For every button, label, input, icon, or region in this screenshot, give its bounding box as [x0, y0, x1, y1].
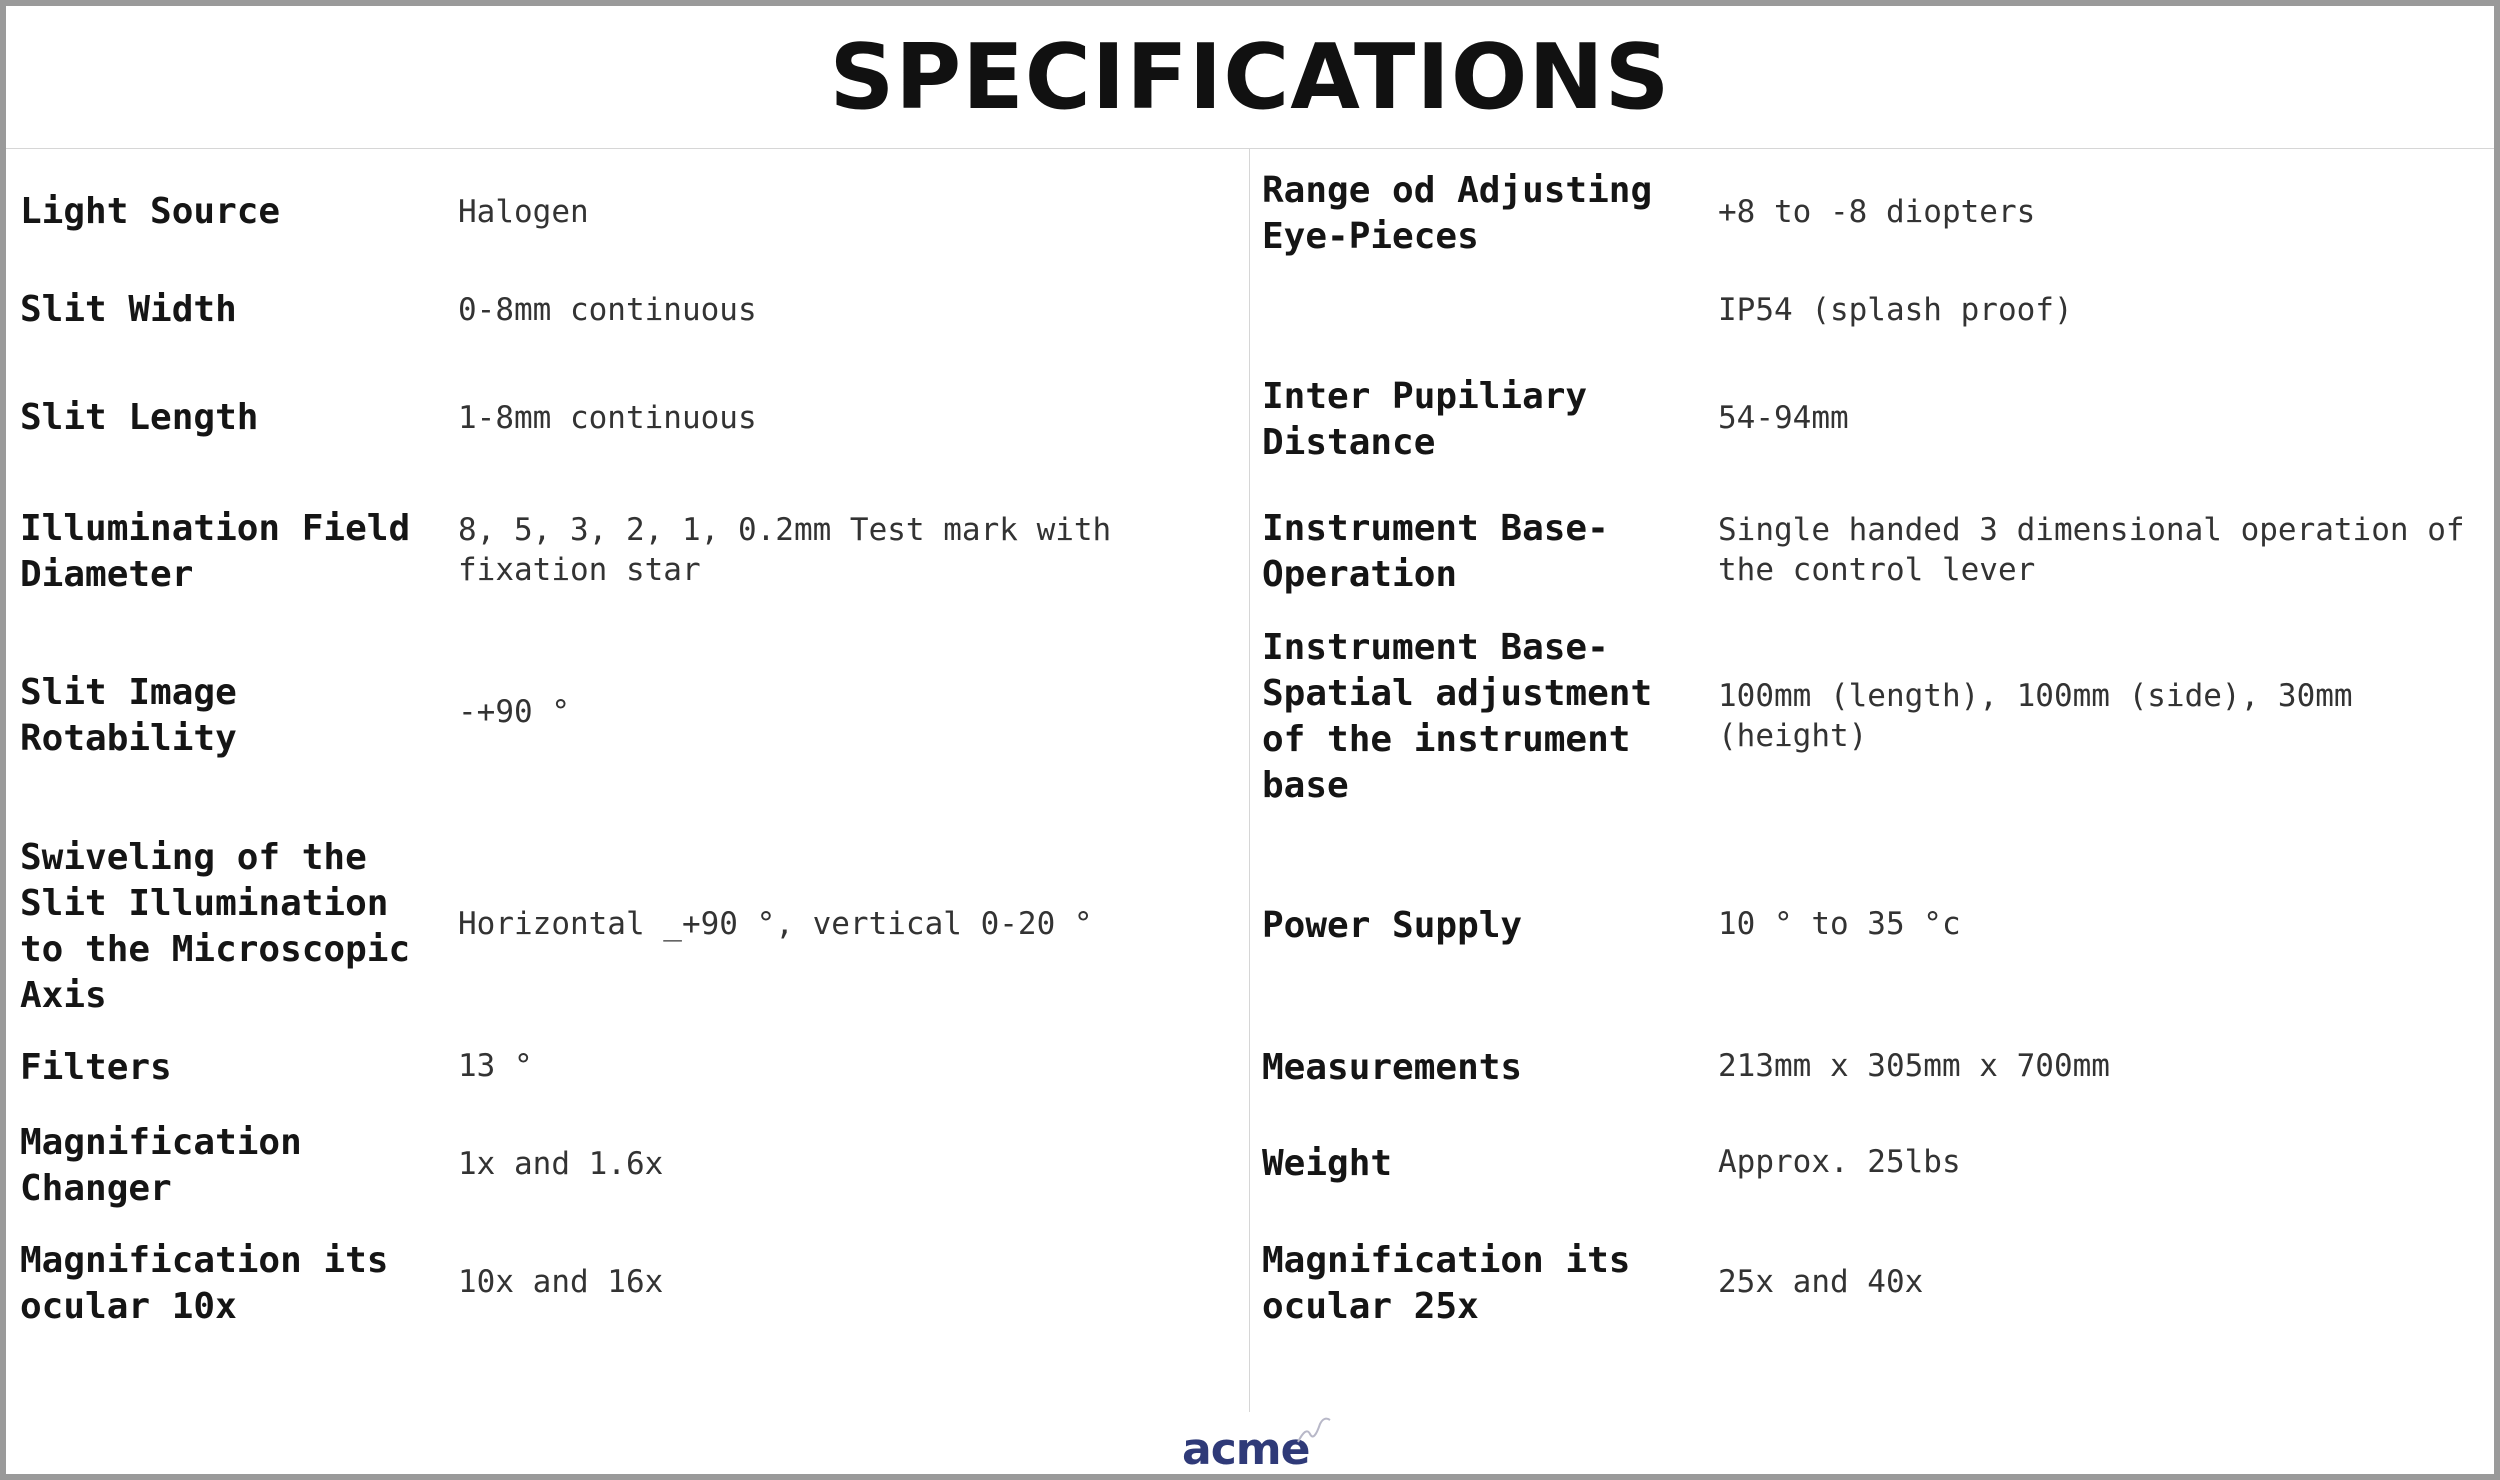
spec-label: Instrument Base-Spatial adjustment of the instrument base [1262, 627, 1653, 806]
spec-label: Magnification its ocular 10x [20, 1240, 389, 1327]
column-divider [1249, 148, 1250, 1412]
spec-label: Slit Image Rotability [20, 672, 237, 759]
spec-label: Illumination Field Diameter [20, 508, 411, 595]
brand-logo: acme [1182, 1424, 1310, 1475]
spec-label: Filters [20, 1047, 172, 1088]
spec-value: Single handed 3 dimensional operation of the control lever [1718, 512, 2465, 588]
spec-label: Magnification Changer [20, 1122, 302, 1209]
spec-value: 13 ° [458, 1048, 533, 1084]
spec-value: Halogen [458, 194, 589, 230]
spec-value: IP54 (splash proof) [1718, 292, 2073, 328]
spec-label: Slit Width [20, 289, 237, 330]
spec-label: Swiveling of the Slit Illumination to the Microscopic Axis [20, 837, 411, 1016]
spec-value: 1x and 1.6x [458, 1146, 664, 1182]
spec-label: Magnification its ocular 25x [1262, 1240, 1631, 1327]
spec-value: +8 to -8 diopters [1718, 194, 2036, 230]
spec-label: Instrument Base-Operation [1262, 508, 1609, 595]
logo-swoosh-icon [1296, 1416, 1332, 1446]
spec-value: 213mm x 305mm x 700mm [1718, 1048, 2110, 1084]
spec-value: 8, 5, 3, 2, 1, 0.2mm Test mark with fixation star [458, 512, 1112, 588]
spec-value: Approx. 25lbs [1718, 1144, 1961, 1180]
spec-value: 0-8mm continuous [458, 292, 757, 328]
spec-label: Light Source [20, 191, 281, 232]
spec-label: Range od Adjusting Eye-Pieces [1262, 170, 1653, 257]
spec-label: Weight [1262, 1143, 1393, 1184]
spec-value: 10x and 16x [458, 1264, 664, 1300]
spec-value: 25x and 40x [1718, 1264, 1924, 1300]
spec-label: Power Supply [1262, 905, 1523, 946]
spec-value: 1-8mm continuous [458, 400, 757, 436]
spec-value: -+90 ° [458, 694, 570, 730]
spec-value: 100mm (length), 100mm (side), 30mm (height) [1718, 678, 2353, 754]
spec-label: Measurements [1262, 1047, 1523, 1088]
page-title: SPECIFICATIONS [829, 24, 1671, 130]
title-divider [6, 148, 2494, 149]
spec-value: 54-94mm [1718, 400, 1849, 436]
spec-label: Inter Pupiliary Distance [1262, 376, 1588, 463]
spec-label: Slit Length [20, 397, 259, 438]
spec-label [1262, 274, 1702, 346]
spec-value: Horizontal _+90 °, vertical 0-20 ° [458, 906, 1093, 942]
spec-value: 10 ° to 35 °c [1718, 906, 1961, 942]
